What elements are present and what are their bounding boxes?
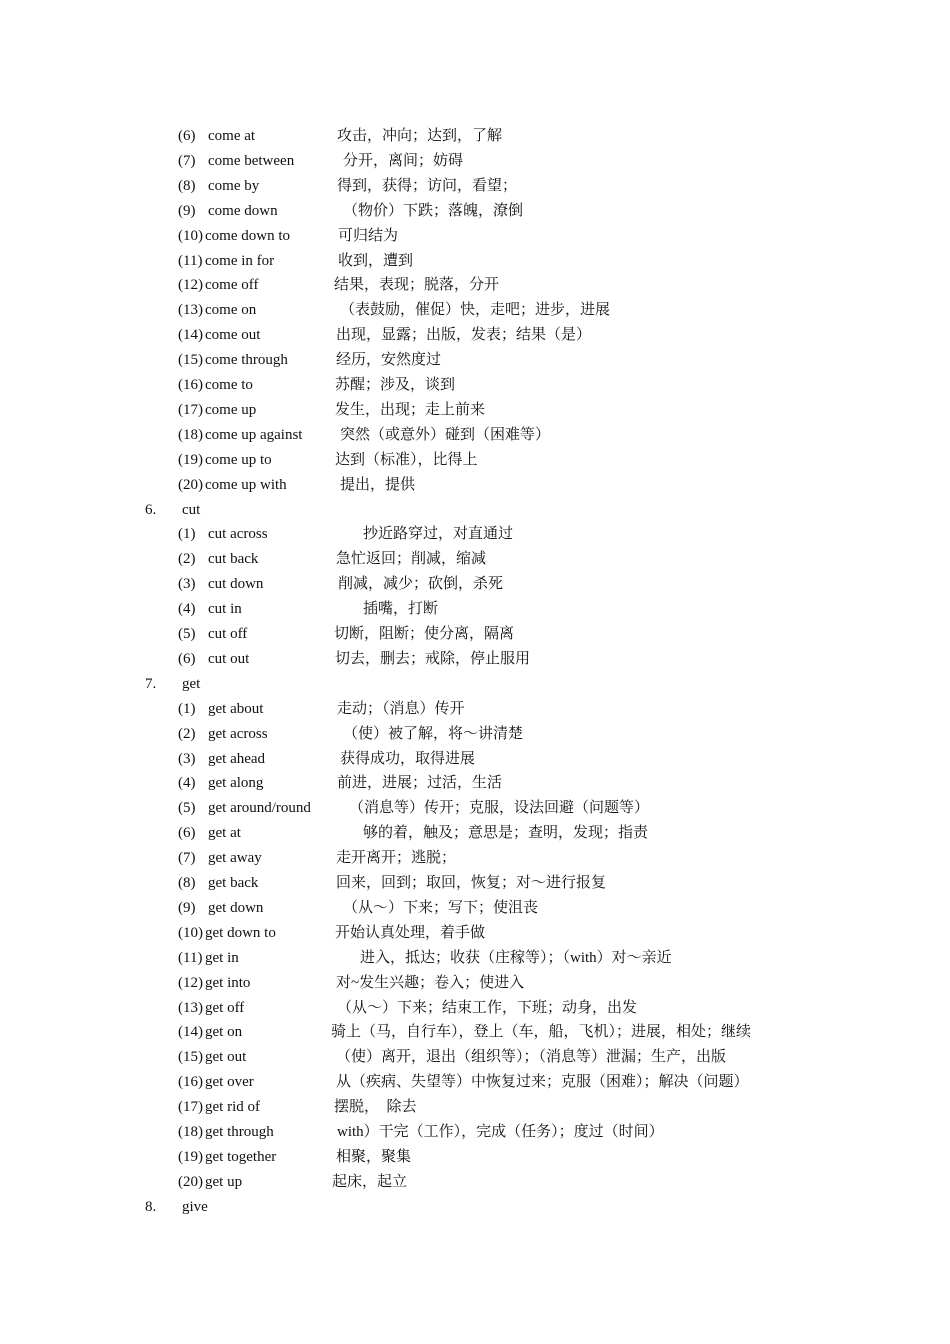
phrase-meaning: 回来，回到；取回，恢复；对～进行报复	[336, 875, 607, 891]
phrase-entry	[0, 847, 950, 869]
entry-number: (6)	[178, 825, 196, 842]
phrase-text: get together	[205, 1148, 277, 1165]
phrase-text: come to	[205, 377, 253, 393]
phrase-meaning: 获得成功，取得进展	[340, 750, 476, 767]
phrase-text: come up	[205, 401, 257, 418]
phrase-text: get through	[205, 1124, 274, 1140]
phrase-text: come on	[205, 302, 257, 319]
phrase-text: cut across	[208, 526, 268, 543]
phrase-meaning: （使）被了解，将～讲清楚	[343, 725, 524, 742]
phrase-meaning: 够的着，触及；意思是；查明，发现；指责	[363, 825, 649, 842]
phrase-meaning: 走开离开；逃脱；	[336, 850, 457, 867]
phrase-entry	[0, 1121, 950, 1143]
phrase-entry	[0, 648, 950, 670]
phrase-meaning: 切去，删去；戒除，停止服用	[335, 650, 531, 667]
phrase-entry	[0, 623, 950, 645]
phrase-meaning: 开始认真处理，着手做	[335, 924, 486, 941]
entry-number: (18)	[178, 426, 203, 443]
entry-number: (12)	[178, 974, 203, 991]
phrase-text: come up against	[205, 426, 303, 443]
phrase-text: get on	[205, 1024, 243, 1041]
phrase-text: get off	[205, 999, 245, 1016]
phrase-entry	[0, 150, 950, 172]
phrase-text: cut in	[208, 601, 242, 618]
phrase-meaning: 可归结为	[338, 227, 399, 244]
phrase-text: get across	[208, 725, 268, 742]
phrase-meaning: 切断，阻断；使分离，隔离	[334, 626, 515, 642]
phrase-entry	[0, 698, 950, 720]
phrase-text: get into	[205, 974, 251, 991]
entry-number: (13)	[178, 302, 203, 319]
phrase-entry	[0, 374, 950, 396]
phrase-entry	[0, 997, 950, 1019]
entry-number: (10)	[178, 924, 203, 941]
section-number: 6.	[145, 501, 157, 518]
phrase-text: come down to	[205, 227, 290, 244]
section-number: 8.	[145, 1198, 157, 1215]
entry-number: (6)	[178, 128, 196, 144]
section-word: get	[182, 675, 201, 692]
phrase-entry	[0, 324, 950, 346]
phrase-entry	[0, 175, 950, 197]
phrase-meaning: 出现，显露；出版，发表；结果（是）	[336, 327, 592, 344]
entry-number: (3)	[178, 576, 196, 593]
phrase-meaning: 走动；（消息）传开	[337, 700, 465, 717]
phrase-entry	[0, 299, 950, 321]
phrase-entry	[0, 250, 950, 272]
phrase-text: come between	[208, 152, 295, 169]
phrase-meaning: 削减，减少；砍倒，杀死	[338, 576, 504, 593]
phrase-meaning: （从～）下来；写下；使沮丧	[343, 899, 539, 916]
entry-number: (7)	[178, 152, 196, 169]
phrase-entry	[0, 424, 950, 446]
entry-number: (17)	[178, 401, 203, 418]
phrase-entry	[0, 1046, 950, 1068]
phrase-entry	[0, 548, 950, 570]
phrase-meaning: 收到，遭到	[338, 252, 414, 269]
phrase-meaning: （从～）下来；结束工作，下班；动身，出发	[337, 999, 638, 1016]
entry-number: (5)	[178, 626, 196, 642]
phrase-entry	[0, 947, 950, 969]
entry-number: (15)	[178, 352, 203, 369]
phrase-text: get out	[205, 1049, 247, 1066]
entry-number: (8)	[178, 875, 196, 891]
entry-number: (10)	[178, 227, 203, 244]
entry-number: (13)	[178, 999, 203, 1016]
phrase-entry	[0, 972, 950, 994]
entry-number: (4)	[178, 775, 196, 792]
phrase-text: come at	[208, 128, 256, 144]
phrase-entry	[0, 1021, 950, 1043]
phrase-text: cut down	[208, 576, 264, 593]
phrase-text: get up	[205, 1173, 243, 1190]
phrase-entry	[0, 797, 950, 819]
entry-number: (15)	[178, 1049, 203, 1066]
phrase-meaning: 前进，进展；过活，生活	[337, 775, 503, 792]
entry-number: (11)	[178, 252, 203, 269]
phrase-meaning: 摆脱， 除去	[334, 1099, 417, 1116]
phrase-text: come off	[205, 277, 259, 294]
entry-number: (2)	[178, 725, 196, 742]
phrase-meaning: 得到，获得；访问，看望；	[337, 177, 518, 194]
phrase-text: cut out	[208, 650, 250, 667]
phrase-meaning: （表鼓励，催促）快，走吧；进步，进展	[340, 302, 611, 319]
phrase-meaning: （物价）下跌；落魄，潦倒	[343, 202, 524, 219]
phrase-text: get over	[205, 1074, 254, 1091]
phrase-meaning: 发生，出现；走上前来	[335, 401, 486, 418]
entry-number: (7)	[178, 850, 196, 867]
phrase-entry	[0, 872, 950, 894]
entry-number: (20)	[178, 1173, 203, 1190]
phrase-meaning: 起床，起立	[332, 1173, 408, 1190]
phrase-text: come through	[205, 352, 288, 369]
phrase-entry	[0, 523, 950, 545]
phrase-entry	[0, 573, 950, 595]
phrase-text: get back	[208, 875, 259, 891]
phrase-text: come up with	[205, 476, 287, 493]
phrase-text: get at	[208, 825, 241, 842]
phrase-meaning: 急忙返回；削减，缩减	[336, 551, 487, 568]
entry-number: (16)	[178, 1074, 203, 1091]
phrase-meaning: 抄近路穿过，对直通过	[363, 526, 514, 543]
phrase-meaning: 经历，安然度过	[336, 352, 442, 369]
phrase-text: cut off	[208, 626, 248, 642]
phrase-text: come by	[208, 177, 260, 194]
phrase-text: get away	[208, 850, 262, 867]
entry-number: (5)	[178, 800, 196, 817]
phrase-text: come up to	[205, 451, 272, 468]
phrase-meaning: 进入，抵达；收获（庄稼等）；（with）对～亲近	[360, 949, 672, 966]
phrase-meaning: 骑上（马，自行车），登上（车，船，飞机）；进展，相处；继续	[331, 1024, 752, 1041]
phrase-text: get around/round	[208, 800, 311, 817]
phrase-entry	[0, 598, 950, 620]
phrase-text: get about	[208, 700, 264, 717]
entry-number: (16)	[178, 377, 203, 393]
entry-number: (19)	[178, 451, 203, 468]
phrase-entry	[0, 125, 950, 147]
phrase-meaning: 苏醒；涉及，谈到	[335, 377, 456, 393]
entry-number: (2)	[178, 551, 196, 568]
entry-number: (9)	[178, 202, 196, 219]
entry-number: (1)	[178, 526, 196, 543]
section-word: give	[182, 1198, 208, 1215]
section-word: cut	[182, 501, 201, 518]
phrase-meaning: 达到（标准），比得上	[335, 451, 478, 468]
phrase-meaning: 结果，表现；脱落，分开	[334, 277, 500, 294]
phrase-entry	[0, 723, 950, 745]
phrase-entry	[0, 200, 950, 222]
entry-number: (11)	[178, 949, 203, 966]
phrase-text: get in	[205, 949, 239, 966]
phrase-entry	[0, 474, 950, 496]
phrase-entry	[0, 349, 950, 371]
entry-number: (1)	[178, 700, 196, 717]
phrase-entry	[0, 1146, 950, 1168]
phrase-entry	[0, 748, 950, 770]
phrase-text: come in for	[205, 252, 275, 269]
phrase-meaning: with）干完（工作），完成（任务）；度过（时间）	[337, 1124, 664, 1140]
entry-number: (19)	[178, 1148, 203, 1165]
section-number: 7.	[145, 675, 157, 692]
phrase-meaning: （使）离开，退出（组织等）；（消息等）泄漏；生产，出版	[336, 1049, 727, 1066]
phrase-meaning: 从（疾病、失望等）中恢复过来；克服（困难）；解决（问题）	[336, 1074, 749, 1091]
phrase-entry	[0, 1171, 950, 1193]
phrase-entry	[0, 772, 950, 794]
entry-number: (14)	[178, 1024, 203, 1041]
phrase-entry	[0, 399, 950, 421]
phrase-meaning: （消息等）传开；克服，设法回避（问题等）	[349, 800, 650, 817]
phrase-text: get ahead	[208, 750, 266, 767]
phrase-entry	[0, 822, 950, 844]
phrase-meaning: 攻击，冲向；达到，了解	[337, 128, 503, 144]
phrase-text: get rid of	[205, 1099, 260, 1116]
section-heading	[0, 673, 950, 695]
entry-number: (18)	[178, 1124, 203, 1140]
phrase-entry	[0, 449, 950, 471]
section-heading	[0, 499, 950, 521]
entry-number: (20)	[178, 476, 203, 493]
entry-number: (8)	[178, 177, 196, 194]
phrase-meaning: 插嘴，打断	[363, 601, 439, 618]
phrase-text: get along	[208, 775, 264, 792]
phrase-meaning: 对~发生兴趣；卷入；使进入	[336, 974, 525, 991]
phrase-entry	[0, 274, 950, 296]
phrase-entry	[0, 1096, 950, 1118]
entry-number: (12)	[178, 277, 203, 294]
entry-number: (9)	[178, 899, 196, 916]
phrase-text: come down	[208, 202, 278, 219]
phrase-meaning: 突然（或意外）碰到（困难等）	[340, 426, 551, 443]
phrase-text: get down	[208, 899, 264, 916]
entry-number: (14)	[178, 327, 203, 344]
phrase-meaning: 提出，提供	[340, 476, 416, 493]
phrase-entry	[0, 1071, 950, 1093]
phrase-text: get down to	[205, 924, 276, 941]
phrase-text: come out	[205, 327, 261, 344]
entry-number: (17)	[178, 1099, 203, 1116]
phrase-text: cut back	[208, 551, 259, 568]
entry-number: (4)	[178, 601, 196, 618]
phrase-entry	[0, 897, 950, 919]
phrase-entry	[0, 922, 950, 944]
phrase-meaning: 相聚，聚集	[336, 1148, 412, 1165]
phrase-entry	[0, 225, 950, 247]
phrase-meaning: 分开，离间；妨碍	[343, 152, 464, 169]
entry-number: (6)	[178, 650, 196, 667]
section-heading	[0, 1196, 950, 1218]
entry-number: (3)	[178, 750, 196, 767]
